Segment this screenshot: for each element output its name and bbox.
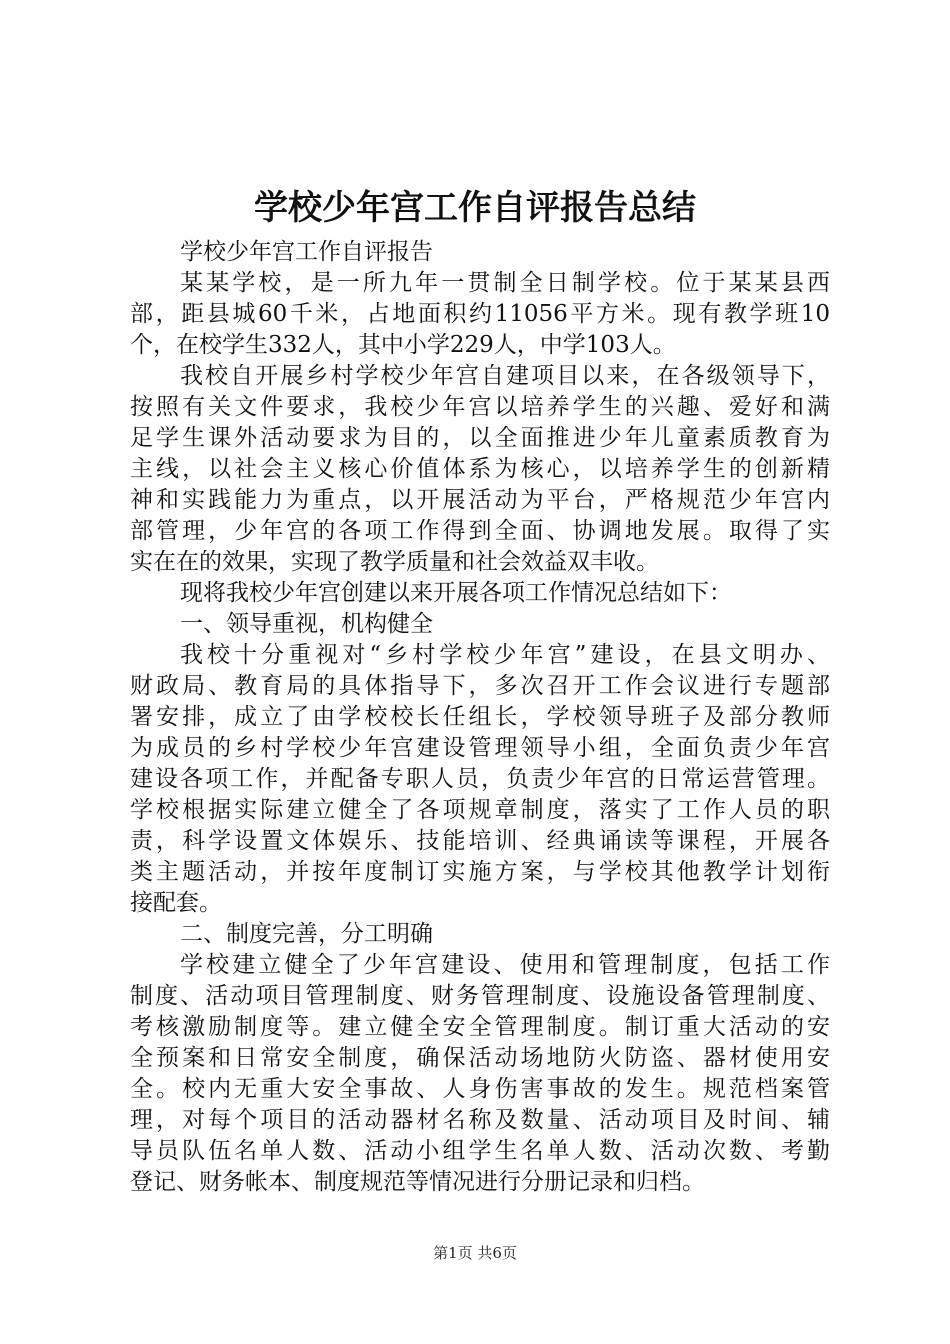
paragraph-line: 财政局、教育局的具体指导下，多次召开工作会议进行专题部: [130, 673, 830, 699]
paragraph-line: 我校十分重视对“乡村学校少年宫”建设，在县文明办、: [180, 642, 830, 668]
section-heading-line: 现将我校少年宫创建以来开展各项工作情况总结如下：: [180, 580, 732, 606]
paragraph-line: 接配套。: [130, 890, 222, 916]
section-heading-line: 一、领导重视，机构健全: [180, 611, 433, 637]
paragraph-line: 学校建立健全了少年宫建设、使用和管理制度，包括工作: [180, 952, 830, 978]
paragraph-line: 部管理，少年宫的各项工作得到全面、协调地发展。取得了实: [130, 518, 830, 544]
paragraph-line: 个，在校学生332人，其中小学229人，中学103人。: [130, 332, 676, 358]
paragraph-line: 部，距县城60千米，占地面积约11056平方米。现有教学班10: [130, 301, 830, 327]
paragraph-line: 责，科学设置文体娱乐、技能培训、经典诵读等课程，开展各: [130, 828, 830, 854]
paragraph-line: 为成员的乡村学校少年宫建设管理领导小组，全面负责少年宫: [130, 735, 830, 761]
paragraph-line: 导员队伍名单人数、活动小组学生名单人数、活动次数、考勤: [130, 1138, 830, 1164]
paragraph-line: 实在在的效果，实现了教学质量和社会效益双丰收。: [130, 549, 659, 575]
document-body: [130, 237, 830, 1198]
paragraph-line: 主线，以社会主义核心价值体系为核心，以培养学生的创新精: [130, 456, 830, 482]
document-title: 学校少年宫工作自评报告总结: [254, 188, 696, 228]
paragraph-line: 登记、财务帐本、制度规范等情况进行分册记录和归档。: [130, 1169, 705, 1195]
page-footer: 第1页 共6页: [433, 1244, 517, 1262]
paragraph-line: 按照有关文件要求，我校少年宫以培养学生的兴趣、爱好和满: [130, 394, 830, 420]
section-heading-line: 二、制度完善，分工明确: [180, 921, 433, 947]
paragraph-line: 神和实践能力为重点，以开展活动为平台，严格规范少年宫内: [130, 487, 830, 513]
paragraph-line: 制度、活动项目管理制度、财务管理制度、设施设备管理制度、: [130, 983, 830, 1009]
paragraph-line: 学校根据实际建立健全了各项规章制度，落实了工作人员的职: [130, 797, 830, 823]
paragraph-line: 考核激励制度等。建立健全安全管理制度。制订重大活动的安: [130, 1014, 830, 1040]
paragraph-line: 我校自开展乡村学校少年宫自建项目以来，在各级领导下，: [180, 363, 830, 389]
paragraph-line: 署安排，成立了由学校校长任组长，学校领导班子及部分教师: [130, 704, 830, 730]
paragraph-line: 类主题活动，并按年度制订实施方案，与学校其他教学计划衔: [130, 859, 830, 885]
paragraph-line: 全。校内无重大安全事故、人身伤害事故的发生。规范档案管: [130, 1076, 830, 1102]
paragraph-line: 足学生课外活动要求为目的，以全面推进少年儿童素质教育为: [130, 425, 830, 451]
paragraph-line: 全预案和日常安全制度，确保活动场地防火防盗、器材使用安: [130, 1045, 830, 1071]
paragraph-line: 理，对每个项目的活动器材名称及数量、活动项目及时间、辅: [130, 1107, 830, 1133]
section-heading-line: 学校少年宫工作自评报告: [180, 239, 433, 265]
paragraph-line: 某某学校，是一所九年一贯制全日制学校。位于某某县西: [180, 270, 830, 296]
paragraph-line: 建设各项工作，并配备专职人员，负责少年宫的日常运营管理。: [130, 766, 830, 792]
